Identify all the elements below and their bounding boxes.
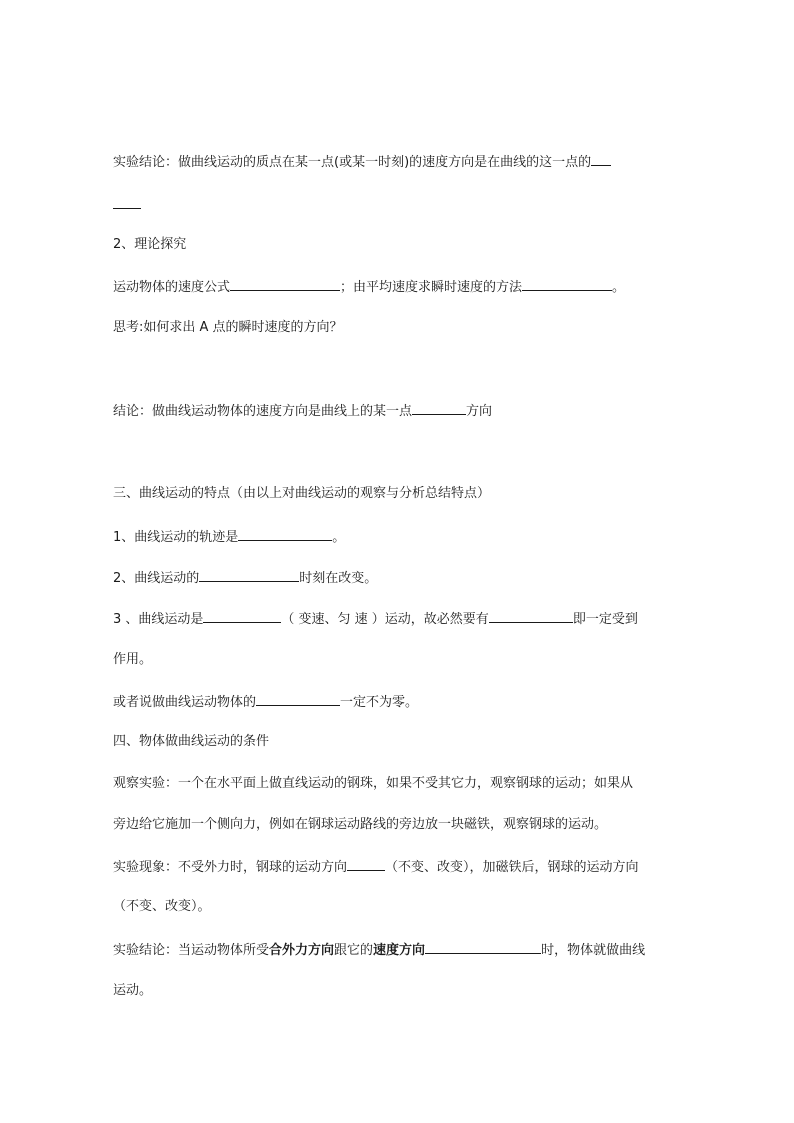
observation-line-1: 观察实验：一个在水平面上做直线运动的钢珠，如果不受其它力，观察钢球的运动；如果从 [113, 776, 634, 791]
section-2-heading: 2、理论探究 [113, 237, 187, 252]
answer-blank[interactable] [522, 277, 612, 291]
feature-1-text: 1、曲线运动的轨迹是 [113, 530, 239, 545]
answer-blank[interactable] [412, 401, 466, 415]
net-force-direction-term: 合外力方向 [269, 943, 335, 958]
answer-blank[interactable] [203, 609, 281, 623]
instant-velocity-text: ；由平均速度求瞬时速度的方法 [340, 280, 523, 295]
period: 。 [332, 530, 346, 545]
feature-3 [113, 609, 638, 629]
answer-blank[interactable] [425, 940, 541, 954]
feature-2 [113, 568, 377, 588]
phenomenon-tail: （不变、改变），加磁铁后，钢球的运动方向 [385, 860, 639, 875]
conclusion-tail: 时，物体就做曲线 [541, 943, 646, 958]
feature-3-text: 3 、曲线运动是 [113, 612, 204, 627]
answer-blank[interactable] [230, 277, 340, 291]
experiment-conclusion-1 [113, 152, 611, 172]
answer-blank[interactable] [489, 609, 573, 623]
conclusion-text: 实验结论：当运动物体所受 [113, 943, 270, 958]
feature-2-tail: 时刻在改变。 [299, 571, 378, 586]
net-force-statement [113, 692, 418, 712]
condition-conclusion-continuation: 运动。 [113, 983, 153, 998]
direction-word: 方向 [466, 404, 493, 419]
connector-text: 跟它的 [334, 943, 374, 958]
think-question: 思考:如何求出 A 点的瞬时速度的方向？ [113, 320, 343, 335]
net-force-tail: 一定不为零。 [340, 695, 419, 710]
phenomenon-line-2: （不变、改变）。 [113, 899, 211, 914]
answer-blank[interactable] [238, 527, 332, 541]
condition-conclusion [113, 940, 645, 960]
feature-3-middle: （ 变速、匀 速 ）运动，故必然要有 [281, 612, 489, 627]
direction-conclusion-text: 结论：做曲线运动物体的速度方向是曲线上的某一点 [113, 404, 413, 419]
answer-blank[interactable] [347, 857, 385, 871]
section-4-heading: 四、物体做曲线运动的条件 [113, 734, 270, 749]
direction-conclusion [113, 401, 492, 421]
answer-blank[interactable] [591, 152, 611, 166]
feature-3-continuation: 作用。 [113, 652, 153, 667]
feature-1 [113, 527, 345, 547]
feature-2-text: 2、曲线运动的 [113, 571, 200, 586]
feature-3-tail: 即一定受到 [572, 612, 638, 627]
section-3-heading: 三、曲线运动的特点（由以上对曲线运动的观察与分析总结特点） [113, 486, 491, 501]
velocity-formula-text: 运动物体的速度公式 [113, 280, 231, 295]
observation-line-2: 旁边给它施加一个侧向力，例如在钢球运动路线的旁边放一块磁铁，观察钢球的运动。 [113, 817, 608, 832]
answer-blank[interactable] [199, 568, 299, 582]
velocity-formula-line [113, 277, 625, 297]
period: 。 [612, 280, 626, 295]
blank-continuation [113, 195, 141, 215]
answer-blank[interactable] [113, 195, 141, 209]
velocity-direction-term: 速度方向 [373, 943, 426, 958]
phenomenon-line-1 [113, 857, 639, 877]
conclusion-1-text: 实验结论：做曲线运动的质点在某一点(或某一时刻)的速度方向是在曲线的这一点的 [113, 155, 592, 170]
answer-blank[interactable] [256, 692, 340, 706]
net-force-text: 或者说做曲线运动物体的 [113, 695, 257, 710]
phenomenon-text: 实验现象：不受外力时，钢球的运动方向 [113, 860, 348, 875]
